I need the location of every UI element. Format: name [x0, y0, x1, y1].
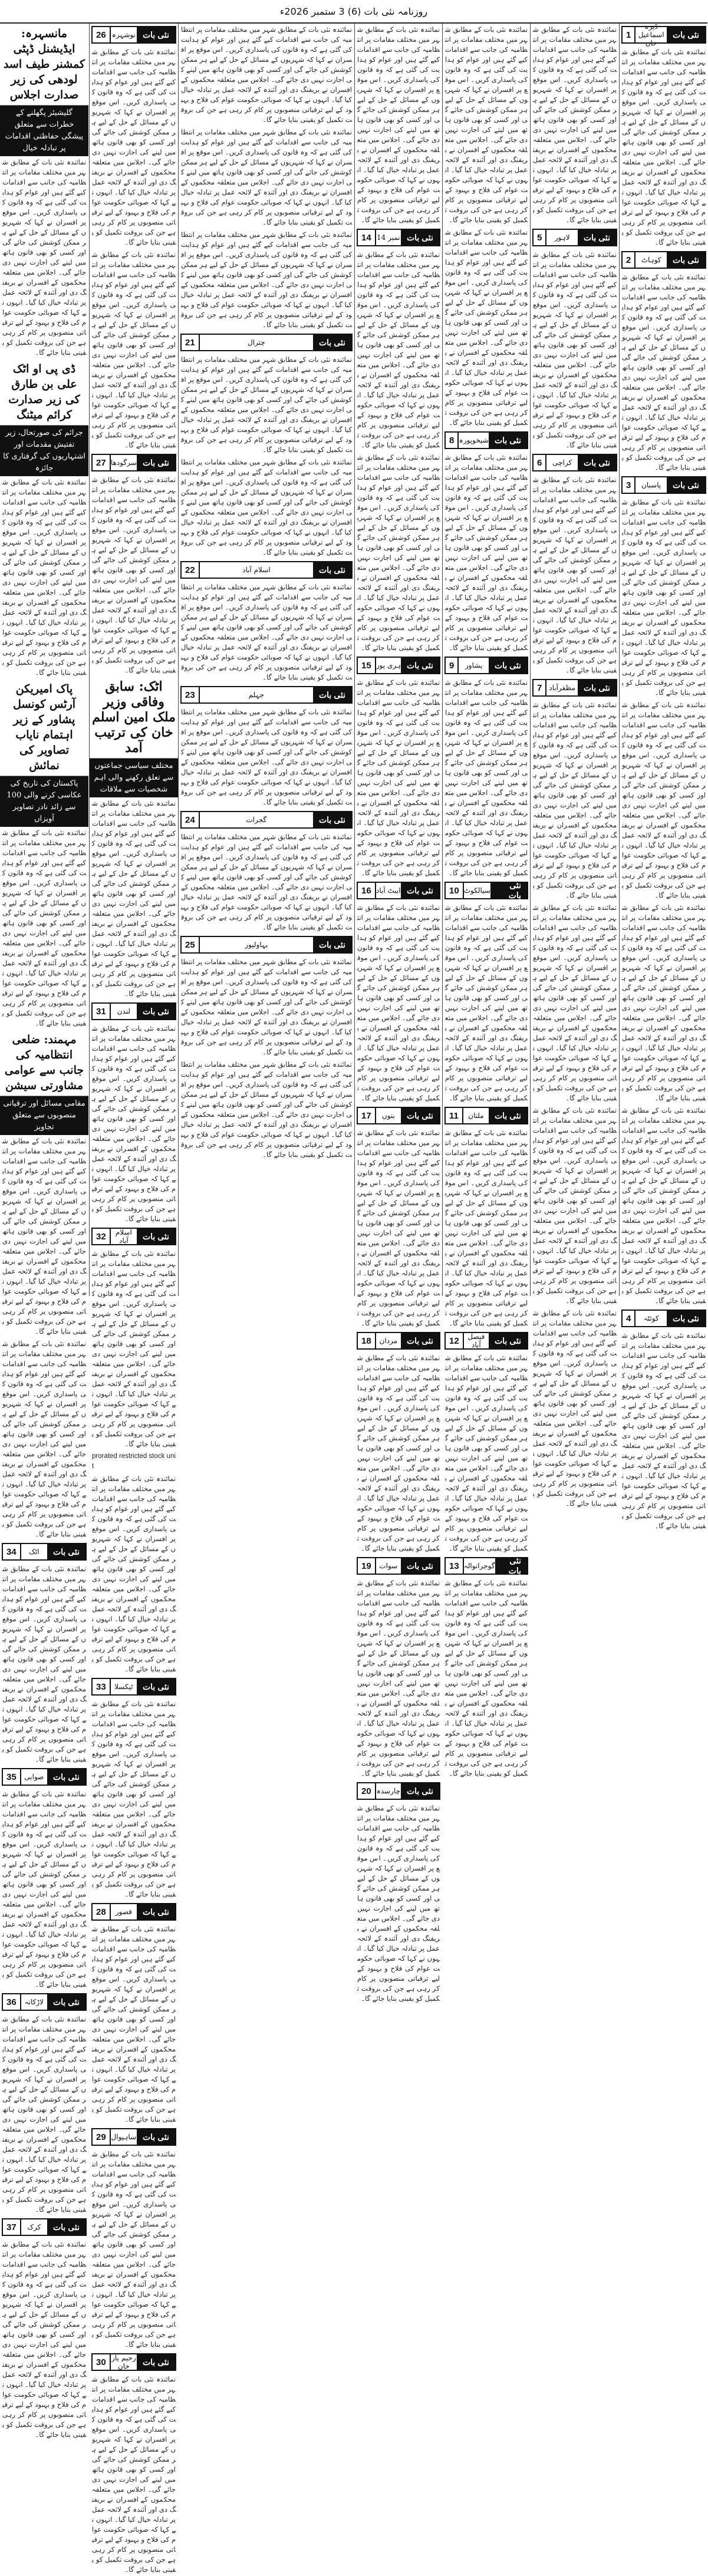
item-number: 13	[446, 1558, 464, 1574]
dateline-place: نوشہرہ	[111, 31, 136, 39]
brand-label: نئی بات	[401, 658, 439, 673]
article-text: نمائندہ نئی بات کے مطابق شہر میں مختلف مقامات پر انتظامیہ کی جانب سے اقدامات کیے گئے ہیں اور عوام کو ہدایت کی گئی ہے کہ وہ قانون کی پاسداری کریں۔ اس موقع پر افسران نے کہا کہ شہریوں کے مسائل کے حل کے لیے ہر ممکن کوشش کی جائے گی اور کسی کو بھی قانون ہاتھ میں لینے کی اجازت نہیں دی جائے گی۔ اجلاس میں متعلقہ محکموں کے افسران نے بریفنگ دی اور آئندہ کے لائحہ عمل پر تبادلہ خیال کیا گیا۔ انہوں نے کہا کہ صوبائی حکومت عوام کی فلاح و بہبود کے لیے ترقیاتی منصوبوں پر کام کر رہی ہے جن کی بروقت تکمیل کو یقینی بنایا جائے گا۔	[621, 48, 706, 246]
news-header	[532, 454, 617, 471]
dateline-place: اسلام آباد	[242, 566, 271, 574]
item-number: 37	[3, 2219, 21, 2235]
item-number: 27	[93, 455, 111, 470]
headline-2-sub: جرائم کی صورتحال، زیر تفتیش مقدمات اور اشتہاریوں کی گرفتاری کا جائزہ	[0, 426, 88, 476]
item-number: 9	[446, 658, 459, 673]
article-text: نمائندہ نئی بات کے مطابق شہر میں مختلف مقامات پر انتظامیہ کی جانب سے اقدامات کیے گئے ہیں اور عوام کو ہدایت کی گئی ہے کہ وہ قانون کی پاسداری کریں۔ اس موقع پر افسران نے کہا کہ شہریوں کے مسائل کے حل کے لیے ہر ممکن کوشش کی جائے گی اور کسی کو بھی قانون ہاتھ میں لینے کی اجازت نہیں دی جائے گی۔ اجلاس میں متعلقہ محکموں کے افسران نے بریفنگ دی اور آئندہ کے لائحہ عمل پر تبادلہ خیال کیا گیا۔ انہوں نے کہا کہ صوبائی حکومت عوام کی فلاح و بہبود کے لیے ترقیاتی منصوبوں پر کام کر رہی ہے جن کی بروقت تکمیل کو یقینی بنایا جائے گا۔	[445, 228, 528, 427]
dateline-place: بہاولپور	[245, 941, 268, 949]
news-header	[91, 2353, 176, 2371]
brand-label: نئی بات	[137, 2354, 175, 2370]
brand-label: نئی بات	[313, 687, 351, 702]
article-text: نمائندہ نئی بات کے مطابق شہر میں مختلف مقامات پر انتظامیہ کی جانب سے اقدامات کیے گئے ہیں اور عوام کو ہدایت کی گئی ہے کہ وہ قانون کی پاسداری کریں۔ اس موقع پر افسران نے کہا کہ شہریوں کے مسائل کے حل کے لیے ہر ممکن کوشش کی جائے گی اور کسی کو بھی قانون ہاتھ میں لینے کی اجازت نہیں دی جائے گی۔ اجلاس میں متعلقہ محکموں کے افسران نے بریفنگ دی اور آئندہ کے لائحہ عمل پر تبادلہ خیال کیا گیا۔ انہوں نے کہا کہ صوبائی حکومت عوام کی فلاح و بہبود کے لیے ترقیاتی منصوبوں پر کام کر رہی ہے جن کی بروقت تکمیل کو یقینی بنایا جائے گا۔	[532, 701, 617, 899]
article-text: نمائندہ نئی بات کے مطابق شہر میں مختلف مقامات پر انتظامیہ کی جانب سے اقدامات کیے گئے ہیں اور عوام کو ہدایت کی گئی ہے کہ وہ قانون کی پاسداری کریں۔ اس موقع پر افسران نے کہا کہ شہریوں کے مسائل کے حل کے لیے ہر ممکن کوشش کی جائے گی اور کسی کو بھی قانون ہاتھ میں لینے کی اجازت نہیں دی جائے گی۔ اجلاس میں متعلقہ محکموں کے افسران نے بریفنگ دی اور آئندہ کے لائحہ عمل پر تبادلہ خیال کیا گیا۔ انہوں نے کہا کہ صوبائی حکومت عوام کی فلاح و بہبود کے لیے ترقیاتی منصوبوں پر کام کر رہی ہے جن کی بروقت تکمیل کو یقینی بنایا جائے گا۔	[2, 1565, 86, 1763]
dateline-place: کوئٹہ	[643, 1314, 659, 1322]
item-number: 3	[623, 477, 635, 493]
news-header	[180, 686, 353, 704]
brand-label: نئی بات	[137, 2129, 175, 2145]
dateline-place: پشاور	[465, 661, 483, 669]
column-1	[619, 22, 708, 1530]
article-text: نمائندہ نئی بات کے مطابق شہر میں مختلف مقامات پر انتظامیہ کی جانب سے اقدامات کیے گئے ہیں اور عوام کو ہدایت کی گئی ہے کہ وہ قانون کی پاسداری کریں۔ اس موقع پر افسران نے کہا کہ شہریوں کے مسائل کے حل کے لیے ہر ممکن کوشش کی جائے گی اور کسی کو بھی قانون ہاتھ میں لینے کی اجازت نہیں دی جائے گی۔ اجلاس میں متعلقہ محکموں کے افسران نے بریفنگ دی اور آئندہ کے لائحہ عمل پر تبادلہ خیال کیا گیا۔ انہوں نے کہا کہ صوبائی حکومت عوام کی فلاح و بہبود کے لیے ترقیاتی منصوبوں پر کام کر رہی ہے جن کی بروقت تکمیل کو یقینی بنایا جائے گا۔	[2, 1340, 86, 1538]
item-number: 14	[358, 230, 376, 245]
dateline-place: گوجرانوالہ	[463, 1562, 495, 1570]
article-text: نمائندہ نئی بات کے مطابق شہر میں مختلف مقامات پر انتظامیہ کی جانب سے اقدامات کیے گئے ہیں اور عوام کو ہدایت کی گئی ہے کہ وہ قانون کی پاسداری کریں۔ اس موقع پر افسران نے کہا کہ شہریوں کے مسائل کے حل کے لیے ہر ممکن کوشش کی جائے گی اور کسی کو بھی قانون ہاتھ میں لینے کی اجازت نہیں دی جائے گی۔ اجلاس میں متعلقہ محکموں کے افسران نے بریفنگ دی اور آئندہ کے لائحہ عمل پر تبادلہ خیال کیا گیا۔ انہوں نے کہا کہ صوبائی حکومت عوام کی فلاح و بہبود کے لیے ترقیاتی منصوبوں پر کام کر رہی ہے جن کی بروقت تکمیل کو یقینی بنایا جائے گا۔	[532, 903, 617, 1102]
item-number: 24	[182, 812, 200, 827]
article-text: نمائندہ نئی بات کے مطابق شہر میں مختلف مقامات پر انتظامیہ کی جانب سے اقدامات کیے گئے ہیں اور عوام کو ہدایت کی گئی ہے کہ وہ قانون کی پاسداری کریں۔ اس موقع پر افسران نے کہا کہ شہریوں کے مسائل کے حل کے لیے ہر ممکن کوشش کی جائے گی اور کسی کو بھی قانون ہاتھ میں لینے کی اجازت نہیں دی جائے گی۔ اجلاس میں متعلقہ محکموں کے افسران نے بریفنگ دی اور آئندہ کے لائحہ عمل پر تبادلہ خیال کیا گیا۔ انہوں نے کہا کہ صوبائی حکومت عوام کی فلاح و بہبود کے لیے ترقیاتی منصوبوں پر کام کر رہی ہے جن کی بروقت تکمیل کو یقینی بنایا جائے گا۔	[532, 1309, 617, 1508]
news-header	[357, 1332, 440, 1350]
article-text: نمائندہ نئی بات کے مطابق شہر میں مختلف مقامات پر انتظامیہ کی جانب سے اقدامات کیے گئے ہیں اور عوام کو ہدایت کی گئی ہے کہ وہ قانون کی پاسداری کریں۔ اس موقع پر افسران نے کہا کہ شہریوں کے مسائل کے حل کے لیے ہر ممکن کوشش کی جائے گی اور کسی کو بھی قانون ہاتھ میں لینے کی اجازت نہیں دی جائے گی۔ اجلاس میں متعلقہ محکموں کے افسران نے بریفنگ دی اور آئندہ کے لائحہ عمل پر تبادلہ خیال کیا گیا۔ انہوں نے کہا کہ صوبائی حکومت عوام کی فلاح و بہبود کے لیے ترقیاتی منصوبوں پر کام کر رہی ہے جن کی بروقت تکمیل کو یقینی بنایا جائے گا۔	[91, 1249, 176, 1448]
item-number: 23	[182, 687, 200, 702]
dateline-place: جہلم	[248, 691, 265, 699]
article-text: نمائندہ نئی بات کے مطابق شہر میں مختلف مقامات پر انتظامیہ کی جانب سے اقدامات کیے گئے ہیں اور عوام کو ہدایت کی گئی ہے کہ وہ قانون کی پاسداری کریں۔ اس موقع پر افسران نے کہا کہ شہریوں کے مسائل کے حل کے لیے ہر ممکن کوشش کی جائے گی اور کسی کو بھی قانون ہاتھ میں لینے کی اجازت نہیں دی جائے گی۔ اجلاس میں متعلقہ محکموں کے افسران نے بریفنگ دی اور آئندہ کے لائحہ عمل پر تبادلہ خیال کیا گیا۔ انہوں نے کہا کہ صوبائی حکومت عوام کی فلاح و بہبود کے لیے ترقیاتی منصوبوں پر کام کر رہی ہے جن کی بروقت تکمیل کو یقینی بنایا جائے گا۔	[357, 678, 440, 877]
dateline-place: سرگودھا	[110, 459, 137, 467]
brand-label: نئی بات	[401, 230, 439, 245]
article-text: نمائندہ نئی بات کے مطابق شہر میں مختلف مقامات پر انتظامیہ کی جانب سے اقدامات کیے گئے ہیں اور عوام کو ہدایت کی گئی ہے کہ وہ قانون کی پاسداری کریں۔ اس موقع پر افسران نے کہا کہ شہریوں کے مسائل کے حل کے لیے ہر ممکن کوشش کی جائے گی اور کسی کو بھی قانون ہاتھ میں لینے کی اجازت نہیں دی جائے گی۔ اجلاس میں متعلقہ محکموں کے افسران نے بریفنگ دی اور آئندہ کے لائحہ عمل پر تبادلہ خیال کیا گیا۔ انہوں نے کہا کہ صوبائی حکومت عوام کی فلاح و بہبود کے لیے ترقیاتی منصوبوں پر کام کر رہی ہے جن کی بروقت تکمیل کو یقینی بنایا جائے گا۔	[532, 1106, 617, 1305]
brand-label: نئی بات	[489, 1333, 527, 1348]
column-4	[354, 24, 442, 2003]
news-header	[180, 936, 353, 954]
article-text: نمائندہ نئی بات کے مطابق شہر میں مختلف مقامات پر انتظامیہ کی جانب سے اقدامات کیے گئے ہیں اور عوام کو ہدایت کی گئی ہے کہ وہ قانون کی پاسداری کریں۔ اس موقع پر افسران نے کہا کہ شہریوں کے مسائل کے حل کے لیے ہر ممکن کوشش کی جائے گی اور کسی کو بھی قانون ہاتھ میں لینے کی اجازت نہیں دی جائے گی۔ اجلاس میں متعلقہ محکموں کے افسران نے بریفنگ دی اور آئندہ کے لائحہ عمل پر تبادلہ خیال کیا گیا۔ انہوں نے کہا کہ صوبائی حکومت عوام کی فلاح و بہبود کے لیے ترقیاتی منصوبوں پر کام کر رہی ہے جن کی بروقت تکمیل کو یقینی بنایا جائے گا۔	[357, 25, 440, 224]
news-header	[91, 1903, 176, 1921]
brand-label: نئی بات	[489, 433, 527, 448]
news-header	[91, 1678, 176, 1696]
brand-label: نئی بات	[667, 252, 705, 268]
article-text: نمائندہ نئی بات کے مطابق شہر میں مختلف مقامات پر انتظامیہ کی جانب سے اقدامات کیے گئے ہیں اور عوام کو ہدایت کی گئی ہے کہ وہ قانون کی پاسداری کریں۔ اس موقع پر افسران نے کہا کہ شہریوں کے مسائل کے حل کے لیے ہر ممکن کوشش کی جائے گی اور کسی کو بھی قانون ہاتھ میں لینے کی اجازت نہیں دی جائے گی۔ اجلاس میں متعلقہ محکموں کے افسران نے بریفنگ دی اور آئندہ کے لائحہ عمل پر تبادلہ خیال کیا گیا۔ انہوں نے کہا کہ صوبائی حکومت عوام کی فلاح و بہبود کے لیے ترقیاتی منصوبوں پر کام کر رہی ہے جن کی بروقت تکمیل کو یقینی بنایا جائے گا۔	[445, 25, 528, 224]
dateline-place: کرک	[27, 2223, 41, 2231]
news-header	[532, 679, 617, 697]
item-number: 7	[534, 680, 546, 695]
article-text: نمائندہ نئی بات کے مطابق شہر میں مختلف مقامات پر انتظامیہ کی جانب سے اقدامات کیے گئے ہیں اور عوام کو ہدایت کی گئی ہے کہ وہ قانون کی پاسداری کریں۔ اس موقع پر افسران نے کہا کہ شہریوں کے مسائل کے حل کے لیے ہر ممکن کوشش کی جائے گی اور کسی کو بھی قانون ہاتھ میں لینے کی اجازت نہیں دی جائے گی۔ اجلاس میں متعلقہ محکموں کے افسران نے بریفنگ دی اور آئندہ کے لائحہ عمل پر تبادلہ خیال کیا گیا۔ انہوں نے کہا کہ صوبائی حکومت عوام کی فلاح و بہبود کے لیے ترقیاتی منصوبوں پر کام کر رہی ہے جن کی بروقت تکمیل کو یقینی بنایا جائے گا۔	[445, 453, 528, 652]
article-text: نمائندہ نئی بات کے مطابق شہر میں مختلف مقامات پر انتظامیہ کی جانب سے اقدامات کیے گئے ہیں اور عوام کو ہدایت کی گئی ہے کہ وہ قانون کی پاسداری کریں۔ اس موقع پر افسران نے کہا کہ شہریوں کے مسائل کے حل کے لیے ہر ممکن کوشش کی جائے گی اور کسی کو بھی قانون ہاتھ میں لینے کی اجازت نہیں دی جائے گی۔ اجلاس میں متعلقہ محکموں کے افسران نے بریفنگ دی اور آئندہ کے لائحہ عمل پر تبادلہ خیال کیا گیا۔ انہوں نے کہا کہ صوبائی حکومت عوام کی فلاح و بہبود کے لیے ترقیاتی منصوبوں پر کام کر رہی ہے جن کی بروقت تکمیل کو یقینی بنایا جائے گا۔	[181, 25, 352, 124]
article-text: نمائندہ نئی بات کے مطابق شہر میں مختلف مقامات پر انتظامیہ کی جانب سے اقدامات کیے گئے ہیں اور عوام کو ہدایت کی گئی ہے کہ وہ قانون کی پاسداری کریں۔ اس موقع پر افسران نے کہا کہ شہریوں کے مسائل کے حل کے لیے ہر ممکن کوشش کی جائے گی اور کسی کو بھی قانون ہاتھ میں لینے کی اجازت نہیں دی جائے گی۔ اجلاس میں متعلقہ محکموں کے افسران نے بریفنگ دی اور آئندہ کے لائحہ عمل پر تبادلہ خیال کیا گیا۔ انہوں نے کہا کہ صوبائی حکومت عوام کی فلاح و بہبود کے لیے ترقیاتی منصوبوں پر کام کر رہی ہے جن کی بروقت تکمیل کو یقینی بنایا جائے گا۔	[91, 799, 176, 998]
news-header	[444, 1332, 528, 1350]
brand-label: نئی بات	[401, 1558, 439, 1574]
article-text: نمائندہ نئی بات کے مطابق شہر میں مختلف مقامات پر انتظامیہ کی جانب سے اقدامات کیے گئے ہیں اور عوام کو ہدایت کی گئی ہے کہ وہ قانون کی پاسداری کریں۔ اس موقع پر افسران نے کہا کہ شہریوں کے مسائل کے حل کے لیے ہر ممکن کوشش کی جائے گی اور کسی کو بھی قانون ہاتھ میں لینے کی اجازت نہیں دی جائے گی۔ اجلاس میں متعلقہ محکموں کے افسران نے بریفنگ دی اور آئندہ کے لائحہ عمل پر تبادلہ خیال کیا گیا۔ انہوں نے کہا کہ صوبائی حکومت عوام کی فلاح و بہبود کے لیے ترقیاتی منصوبوں پر کام کر رہی ہے جن کی بروقت تکمیل کو یقینی بنایا جائے گا۔	[91, 1475, 176, 1673]
news-header	[444, 1107, 528, 1124]
dateline-place: نمبر 14	[377, 233, 400, 242]
article-text: نمائندہ نئی بات کے مطابق شہر میں مختلف مقامات پر انتظامیہ کی جانب سے اقدامات کیے گئے ہیں اور عوام کو ہدایت کی گئی ہے کہ وہ قانون کی پاسداری کریں۔ اس موقع پر افسران نے کہا کہ شہریوں کے مسائل کے حل کے لیے ہر ممکن کوشش کی جائے گی اور کسی کو بھی قانون ہاتھ میں لینے کی اجازت نہیں دی جائے گی۔ اجلاس میں متعلقہ محکموں کے افسران نے بریفنگ دی اور آئندہ کے لائحہ عمل پر تبادلہ خیال کیا گیا۔ انہوں نے کہا کہ صوبائی حکومت عوام کی فلاح و بہبود کے لیے ترقیاتی منصوبوں پر کام کر رہی ہے جن کی بروقت تکمیل کو یقینی بنایا جائے گا۔	[357, 1354, 440, 1552]
article-text: نمائندہ نئی بات کے مطابق شہر میں مختلف مقامات پر انتظامیہ کی جانب سے اقدامات کیے گئے ہیں اور عوام کو ہدایت کی گئی ہے کہ وہ قانون کی پاسداری کریں۔ اس موقع پر افسران نے کہا کہ شہریوں کے مسائل کے حل کے لیے ہر ممکن کوشش کی جائے گی اور کسی کو بھی قانون ہاتھ میں لینے کی اجازت نہیں دی جائے گی۔ اجلاس میں متعلقہ محکموں کے افسران نے بریفنگ دی اور آئندہ کے لائحہ عمل پر تبادلہ خیال کیا گیا۔ انہوں نے کہا کہ صوبائی حکومت عوام کی فلاح و بہبود کے لیے ترقیاتی منصوبوں پر کام کر رہی ہے جن کی بروقت تکمیل کو یقینی بنایا جائے گا۔	[91, 1700, 176, 1898]
brand-label: نئی بات	[313, 562, 351, 578]
news-header	[2, 1993, 87, 2011]
brand-label: نئی بات	[489, 1108, 527, 1123]
brand-label: نئی بات	[667, 477, 705, 493]
item-number: 33	[93, 1679, 111, 1694]
brand-label: نئی بات	[313, 812, 351, 827]
article-text: نمائندہ نئی بات کے مطابق شہر میں مختلف مقامات پر انتظامیہ کی جانب سے اقدامات کیے گئے ہیں اور عوام کو ہدایت کی گئی ہے کہ وہ قانون کی پاسداری کریں۔ اس موقع پر افسران نے کہا کہ شہریوں کے مسائل کے حل کے لیے ہر ممکن کوشش کی جائے گی اور کسی کو بھی قانون ہاتھ میں لینے کی اجازت نہیں دی جائے گی۔ اجلاس میں متعلقہ محکموں کے افسران نے بریفنگ دی اور آئندہ کے لائحہ عمل پر تبادلہ خیال کیا گیا۔ انہوں نے کہا کہ صوبائی حکومت عوام کی فلاح و بہبود کے لیے ترقیاتی منصوبوں پر کام کر رہی ہے جن کی بروقت تکمیل کو یقینی بنایا جائے گا۔	[445, 1129, 528, 1327]
item-number: 8	[446, 433, 459, 448]
brand-label: نئی بات	[137, 1004, 175, 1019]
news-header	[621, 476, 706, 494]
brand-label: نئی بات	[313, 937, 351, 952]
headline-2: ڈی پی او اٹک علی بن طارق کی زیر صدارت کرائم میٹنگ	[0, 359, 88, 426]
column-3	[442, 24, 530, 1777]
brand-label: نئی بات	[489, 658, 527, 673]
article-text: نمائندہ نئی بات کے مطابق شہر میں مختلف مقامات پر انتظامیہ کی جانب سے اقدامات کیے گئے ہیں اور عوام کو ہدایت کی گئی ہے کہ وہ قانون کی پاسداری کریں۔ اس موقع پر افسران نے کہا کہ شہریوں کے مسائل کے حل کے لیے ہر ممکن کوشش کی جائے گی اور کسی کو بھی قانون ہاتھ میں لینے کی اجازت نہیں دی جائے گی۔ اجلاس میں متعلقہ محکموں کے افسران نے بریفنگ دی اور آئندہ کے لائحہ عمل پر تبادلہ خیال کیا گیا۔ انہوں نے کہا کہ صوبائی حکومت عوام کی فلاح و بہبود کے لیے ترقیاتی منصوبوں پر کام کر رہی ہے جن کی بروقت تکمیل کو یقینی بنایا جائے گا۔	[2, 158, 86, 357]
headline-4: مہمند: ضلعی انتظامیہ کی جانب سے عوامی مشاورتی سیشن	[0, 1030, 88, 1096]
brand-label: نئی بات	[137, 455, 175, 470]
brand-label: نئی بات	[667, 27, 705, 42]
item-number: 10	[446, 883, 464, 898]
article-text: نمائندہ نئی بات کے مطابق شہر میں مختلف مقامات پر انتظامیہ کی جانب سے اقدامات کیے گئے ہیں اور عوام کو ہدایت کی گئی ہے کہ وہ قانون کی پاسداری کریں۔ اس موقع پر افسران نے کہا کہ شہریوں کے مسائل کے حل کے لیے ہر ممکن کوشش کی جائے گی اور کسی کو بھی قانون ہاتھ میں لینے کی اجازت نہیں دی جائے گی۔ اجلاس میں متعلقہ محکموں کے افسران نے بریفنگ دی اور آئندہ کے لائحہ عمل پر تبادلہ خیال کیا گیا۔ انہوں نے کہا کہ صوبائی حکومت عوام کی فلاح و بہبود کے لیے ترقیاتی منصوبوں پر کام کر رہی ہے جن کی بروقت تکمیل کو یقینی بنایا جائے گا۔	[621, 1106, 706, 1305]
headline-5-sub: مختلف سیاسی جماعتوں سے تعلق رکھنے والی اہم شخصیات سے ملاقات	[90, 758, 178, 797]
brand-label: نئی بات	[401, 883, 439, 898]
article-text: نمائندہ نئی بات کے مطابق شہر میں مختلف مقامات پر انتظامیہ کی جانب سے اقدامات کیے گئے ہیں اور عوام کو ہدایت کی گئی ہے کہ وہ قانون کی پاسداری کریں۔ اس موقع پر افسران نے کہا کہ شہریوں کے مسائل کے حل کے لیے ہر ممکن کوشش کی جائے گی اور کسی کو بھی قانون ہاتھ میں لینے کی اجازت نہیں دی جائے گی۔ اجلاس میں متعلقہ محکموں کے افسران نے بریفنگ دی اور آئندہ کے لائحہ عمل پر تبادلہ خیال کیا گیا۔ انہوں نے کہا کہ صوبائی حکومت عوام کی فلاح و بہبود کے لیے ترقیاتی منصوبوں پر کام کر رہی ہے جن کی بروقت تکمیل کو یقینی بنایا جائے گا۔	[445, 1579, 528, 1777]
news-header	[444, 431, 528, 449]
brand-label: نئی بات	[578, 455, 616, 470]
item-number: 4	[623, 1311, 635, 1326]
article-text: نمائندہ نئی بات کے مطابق شہر میں مختلف مقامات پر انتظامیہ کی جانب سے اقدامات کیے گئے ہیں اور عوام کو ہدایت کی گئی ہے کہ وہ قانون کی پاسداری کریں۔ اس موقع پر افسران نے کہا کہ شہریوں کے مسائل کے حل کے لیے ہر ممکن کوشش کی جائے گی اور کسی کو بھی قانون ہاتھ میں لینے کی اجازت نہیں دی جائے گی۔ اجلاس میں متعلقہ محکموں کے افسران نے بریفنگ دی اور آئندہ کے لائحہ عمل پر تبادلہ خیال کیا گیا۔ انہوں نے کہا کہ صوبائی حکومت عوام کی فلاح و بہبود کے لیے ترقیاتی منصوبوں پر کام کر رہی ہے جن کی بروقت تکمیل کو یقینی بنایا جائے گا۔	[91, 2375, 176, 2574]
dateline-place: پاسبان	[641, 481, 661, 489]
item-number: 35	[3, 1769, 21, 1785]
article-text: نمائندہ نئی بات کے مطابق شہر میں مختلف مقامات پر انتظامیہ کی جانب سے اقدامات کیے گئے ہیں اور عوام کو ہدایت کی گئی ہے کہ وہ قانون کی پاسداری کریں۔ اس موقع پر افسران نے کہا کہ شہریوں کے مسائل کے حل کے لیے ہر ممکن کوشش کی جائے گی اور کسی کو بھی قانون ہاتھ میں لینے کی اجازت نہیں دی جائے گی۔ اجلاس میں متعلقہ محکموں کے افسران نے بریفنگ دی اور آئندہ کے لائحہ عمل پر تبادلہ خیال کیا گیا۔ انہوں نے کہا کہ صوبائی حکومت عوام کی فلاح و بہبود کے لیے ترقیاتی منصوبوں پر کام کر رہی ہے جن کی بروقت تکمیل کو یقینی بنایا جائے گا۔	[621, 498, 706, 697]
news-header	[91, 26, 176, 44]
article-text: نمائندہ نئی بات کے مطابق شہر میں مختلف مقامات پر انتظامیہ کی جانب سے اقدامات کیے گئے ہیں اور عوام کو ہدایت کی گئی ہے کہ وہ قانون کی پاسداری کریں۔ اس موقع پر افسران نے کہا کہ شہریوں کے مسائل کے حل کے لیے ہر ممکن کوشش کی جائے گی اور کسی کو بھی قانون ہاتھ میں لینے کی اجازت نہیں دی جائے گی۔ اجلاس میں متعلقہ محکموں کے افسران نے بریفنگ دی اور آئندہ کے لائحہ عمل پر تبادلہ خیال کیا گیا۔ انہوں نے کہا کہ صوبائی حکومت عوام کی فلاح و بہبود کے لیے ترقیاتی منصوبوں پر کام کر رہی ہے جن کی بروقت تکمیل کو یقینی بنایا جائے گا۔	[181, 355, 352, 454]
dateline-place: فیصل آباد	[467, 1332, 485, 1349]
article-text: نمائندہ نئی بات کے مطابق شہر میں مختلف مقامات پر انتظامیہ کی جانب سے اقدامات کیے گئے ہیں اور عوام کو ہدایت کی گئی ہے کہ وہ قانون کی پاسداری کریں۔ اس موقع پر افسران نے کہا کہ شہریوں کے مسائل کے حل کے لیے ہر ممکن کوشش کی جائے گی اور کسی کو بھی قانون ہاتھ میں لینے کی اجازت نہیں دی جائے گی۔ اجلاس میں متعلقہ محکموں کے افسران نے بریفنگ دی اور آئندہ کے لائحہ عمل پر تبادلہ خیال کیا گیا۔ انہوں نے کہا کہ صوبائی حکومت عوام کی فلاح و بہبود کے لیے ترقیاتی منصوبوں پر کام کر رہی ہے جن کی بروقت تکمیل کو یقینی بنایا جائے گا۔	[2, 1137, 86, 1335]
item-number: 1	[623, 27, 635, 42]
news-header	[180, 334, 353, 351]
brand-label: نئی بات	[313, 335, 351, 350]
column-2	[530, 24, 619, 1508]
dateline-place: ڈیرہ اسماعیل خان	[638, 22, 664, 47]
dateline-place: لاڑکانہ	[24, 1998, 44, 2006]
item-number: 31	[93, 1004, 111, 1019]
dateline-place: مظفرآباد	[549, 684, 575, 692]
item-number: 21	[182, 335, 200, 350]
dateline-place: ٹیکسلا	[114, 1683, 133, 1691]
news-header	[357, 229, 440, 246]
headline-4-sub: مقامی مسائل اور ترقیاتی منصوبوں سے متعلق تجاویز	[0, 1096, 88, 1135]
item-number: 15	[358, 658, 376, 673]
brand-label: نئی بات	[137, 27, 175, 42]
article-text: نمائندہ نئی بات کے مطابق شہر میں مختلف مقامات پر انتظامیہ کی جانب سے اقدامات کیے گئے ہیں اور عوام کو ہدایت کی گئی ہے کہ وہ قانون کی پاسداری کریں۔ اس موقع پر افسران نے کہا کہ شہریوں کے مسائل کے حل کے لیے ہر ممکن کوشش کی جائے گی اور کسی کو بھی قانون ہاتھ میں لینے کی اجازت نہیں دی جائے گی۔ اجلاس میں متعلقہ محکموں کے افسران نے بریفنگ دی اور آئندہ کے لائحہ عمل پر تبادلہ خیال کیا گیا۔ انہوں نے کہا کہ صوبائی حکومت عوام کی فلاح و بہبود کے لیے ترقیاتی منصوبوں پر کام کر رہی ہے جن کی بروقت تکمیل کو یقینی بنایا جائے گا۔	[357, 1804, 440, 2003]
item-number: 12	[446, 1333, 464, 1348]
article-text: نمائندہ نئی بات کے مطابق شہر میں مختلف مقامات پر انتظامیہ کی جانب سے اقدامات کیے گئے ہیں اور عوام کو ہدایت کی گئی ہے کہ وہ قانون کی پاسداری کریں۔ اس موقع پر افسران نے کہا کہ شہریوں کے مسائل کے حل کے لیے ہر ممکن کوشش کی جائے گی اور کسی کو بھی قانون ہاتھ میں لینے کی اجازت نہیں دی جائے گی۔ اجلاس میں متعلقہ محکموں کے افسران نے بریفنگ دی اور آئندہ کے لائحہ عمل پر تبادلہ خیال کیا گیا۔ انہوں نے کہا کہ صوبائی حکومت عوام کی فلاح و بہبود کے لیے ترقیاتی منصوبوں پر کام کر رہی ہے جن کی بروقت تکمیل کو یقینی بنایا جائے گا۔	[2, 1790, 86, 1988]
dateline-place: ساہیوال	[111, 2133, 137, 2141]
brand-label: نئی بات	[667, 1311, 705, 1326]
dateline-place: اسلام آباد	[115, 1228, 132, 1245]
brand-label: نئی بات	[578, 230, 616, 245]
article-text: نمائندہ نئی بات کے مطابق شہر میں مختلف مقامات پر انتظامیہ کی جانب سے اقدامات کیے گئے ہیں اور عوام کو ہدایت کی گئی ہے کہ وہ قانون کی پاسداری کریں۔ اس موقع پر افسران نے کہا کہ شہریوں کے مسائل کے حل کے لیے ہر ممکن کوشش کی جائے گی اور کسی کو بھی قانون ہاتھ میں لینے کی اجازت نہیں دی جائے گی۔ اجلاس میں متعلقہ محکموں کے افسران نے بریفنگ دی اور آئندہ کے لائحہ عمل پر تبادلہ خیال کیا گیا۔ انہوں نے کہا کہ صوبائی حکومت عوام کی فلاح و بہبود کے لیے ترقیاتی منصوبوں پر کام کر رہی ہے جن کی بروقت تکمیل کو یقینی بنایا جائے گا۔	[91, 1024, 176, 1223]
article-text: نمائندہ نئی بات کے مطابق شہر میں مختلف مقامات پر انتظامیہ کی جانب سے اقدامات کیے گئے ہیں اور عوام کو ہدایت کی گئی ہے کہ وہ قانون کی پاسداری کریں۔ اس موقع پر افسران نے کہا کہ شہریوں کے مسائل کے حل کے لیے ہر ممکن کوشش کی جائے گی اور کسی کو بھی قانون ہاتھ میں لینے کی اجازت نہیں دی جائے گی۔ اجلاس میں متعلقہ محکموں کے افسران نے بریفنگ دی اور آئندہ کے لائحہ عمل پر تبادلہ خیال کیا گیا۔ انہوں نے کہا کہ صوبائی حکومت عوام کی فلاح و بہبود کے لیے ترقیاتی منصوبوں پر کام کر رہی ہے جن کی بروقت تکمیل کو یقینی بنایا جائے گا۔	[621, 701, 706, 899]
brand-label: نئی بات	[401, 1108, 439, 1123]
news-header	[357, 657, 440, 674]
item-number: 20	[358, 1783, 376, 1799]
article-text: نمائندہ نئی بات کے مطابق شہر میں مختلف مقامات پر انتظامیہ کی جانب سے اقدامات کیے گئے ہیں اور عوام کو ہدایت کی گئی ہے کہ وہ قانون کی پاسداری کریں۔ اس موقع پر افسران نے کہا کہ شہریوں کے مسائل کے حل کے لیے ہر ممکن کوشش کی جائے گی اور کسی کو بھی قانون ہاتھ میں لینے کی اجازت نہیں دی جائے گی۔ اجلاس میں متعلقہ محکموں کے افسران نے بریفنگ دی اور آئندہ کے لائحہ عمل پر تبادلہ خیال کیا گیا۔ انہوں نے کہا کہ صوبائی حکومت عوام کی فلاح و بہبود کے لیے ترقیاتی منصوبوں پر کام کر رہی ہے جن کی بروقت تکمیل کو یقینی بنایا جائے گا۔	[181, 708, 352, 806]
article-text: نمائندہ نئی بات کے مطابق شہر میں مختلف مقامات پر انتظامیہ کی جانب سے اقدامات کیے گئے ہیں اور عوام کو ہدایت کی گئی ہے کہ وہ قانون کی پاسداری کریں۔ اس موقع پر افسران نے کہا کہ شہریوں کے مسائل کے حل کے لیے ہر ممکن کوشش کی جائے گی اور کسی کو بھی قانون ہاتھ میں لینے کی اجازت نہیں دی جائے گی۔ اجلاس میں متعلقہ محکموں کے افسران نے بریفنگ دی اور آئندہ کے لائحہ عمل پر تبادلہ خیال کیا گیا۔ انہوں نے کہا کہ صوبائی حکومت عوام کی فلاح و بہبود کے لیے ترقیاتی منصوبوں پر کام کر رہی ہے جن کی بروقت تکمیل کو یقینی بنایا جائے گا۔	[91, 1925, 176, 2123]
brand-label: نئی بات	[47, 1544, 85, 1559]
item-number: 6	[534, 455, 546, 470]
news-header	[91, 2128, 176, 2146]
news-header	[621, 1310, 706, 1327]
news-header	[2, 2218, 87, 2236]
dateline-place: کوہاٹ	[641, 256, 661, 264]
dateline-place: چترال	[247, 338, 265, 347]
brand-label: نئی بات	[137, 1229, 175, 1244]
dateline-place: لندن	[117, 1007, 131, 1015]
article-text: نمائندہ نئی بات کے مطابق شہر میں مختلف مقامات پر انتظامیہ کی جانب سے اقدامات کیے گئے ہیں اور عوام کو ہدایت کی گئی ہے کہ وہ قانون کی پاسداری کریں۔ اس موقع پر افسران نے کہا کہ شہریوں کے مسائل کے حل کے لیے ہر ممکن کوشش کی جائے گی اور کسی کو بھی قانون ہاتھ میں لینے کی اجازت نہیں دی جائے گی۔ اجلاس میں متعلقہ محکموں کے افسران نے بریفنگ دی اور آئندہ کے لائحہ عمل پر تبادلہ خیال کیا گیا۔ انہوں نے کہا کہ صوبائی حکومت عوام کی فلاح و بہبود کے لیے ترقیاتی منصوبوں پر کام کر رہی ہے جن کی بروقت تکمیل کو یقینی بنایا جائے گا۔	[357, 250, 440, 449]
news-header	[2, 1768, 87, 1786]
article-text: نمائندہ نئی بات کے مطابق شہر میں مختلف مقامات پر انتظامیہ کی جانب سے اقدامات کیے گئے ہیں اور عوام کو ہدایت کی گئی ہے کہ وہ قانون کی پاسداری کریں۔ اس موقع پر افسران نے کہا کہ شہریوں کے مسائل کے حل کے لیے ہر ممکن کوشش کی جائے گی اور کسی کو بھی قانون ہاتھ میں لینے کی اجازت نہیں دی جائے گی۔ اجلاس میں متعلقہ محکموں کے افسران نے بریفنگ دی اور آئندہ کے لائحہ عمل پر تبادلہ خیال کیا گیا۔ انہوں نے کہا کہ صوبائی حکومت عوام کی فلاح و بہبود کے لیے ترقیاتی منصوبوں پر کام کر رہی ہے جن کی بروقت تکمیل کو یقینی بنایا جائے گا۔	[357, 1129, 440, 1327]
news-header	[357, 1557, 440, 1575]
dateline-place: چارسدہ	[376, 1787, 400, 1795]
dateline-place: قصور	[115, 1908, 132, 1916]
dateline-place: مردان	[379, 1337, 398, 1345]
brand-label: نئی بات	[137, 1679, 175, 1694]
article-text: نمائندہ نئی بات کے مطابق شہر میں مختلف مقامات پر انتظامیہ کی جانب سے اقدامات کیے گئے ہیں اور عوام کو ہدایت کی گئی ہے کہ وہ قانون کی پاسداری کریں۔ اس موقع پر افسران نے کہا کہ شہریوں کے مسائل کے حل کے لیے ہر ممکن کوشش کی جائے گی اور کسی کو بھی قانون ہاتھ میں لینے کی اجازت نہیں دی جائے گی۔ اجلاس میں متعلقہ محکموں کے افسران نے بریفنگ دی اور آئندہ کے لائحہ عمل پر تبادلہ خیال کیا گیا۔ انہوں نے کہا کہ صوبائی حکومت عوام کی فلاح و بہبود کے لیے ترقیاتی منصوبوں پر کام کر رہی ہے جن کی بروقت تکمیل کو یقینی بنایا جائے گا۔	[181, 958, 352, 1056]
article-text: نمائندہ نئی بات کے مطابق شہر میں مختلف مقامات پر انتظامیہ کی جانب سے اقدامات کیے گئے ہیں اور عوام کو ہدایت کی گئی ہے کہ وہ قانون کی پاسداری کریں۔ اس موقع پر افسران نے کہا کہ شہریوں کے مسائل کے حل کے لیے ہر ممکن کوشش کی جائے گی اور کسی کو بھی قانون ہاتھ میں لینے کی اجازت نہیں دی جائے گی۔ اجلاس میں متعلقہ محکموں کے افسران نے بریفنگ دی اور آئندہ کے لائحہ عمل پر تبادلہ خیال کیا گیا۔ انہوں نے کہا کہ صوبائی حکومت عوام کی فلاح و بہبود کے لیے ترقیاتی منصوبوں پر کام کر رہی ہے جن کی بروقت تکمیل کو یقینی بنایا جائے گا۔	[181, 583, 352, 681]
dateline-place: لاہور	[554, 233, 570, 242]
headline-3-sub: پاکستان کی تاریخ کی عکاسی کرنے والی 100 سے زائد نادر تصاویر آویزاں	[0, 776, 88, 827]
article-text: نمائندہ نئی بات کے مطابق شہر میں مختلف مقامات پر انتظامیہ کی جانب سے اقدامات کیے گئے ہیں اور عوام کو ہدایت کی گئی ہے کہ وہ قانون کی پاسداری کریں۔ اس موقع پر افسران نے کہا کہ شہریوں کے مسائل کے حل کے لیے ہر ممکن کوشش کی جائے گی اور کسی کو بھی قانون ہاتھ میں لینے کی اجازت نہیں دی جائے گی۔ اجلاس میں متعلقہ محکموں کے افسران نے بریفنگ دی اور آئندہ کے لائحہ عمل پر تبادلہ خیال کیا گیا۔ انہوں نے کہا کہ صوبائی حکومت عوام کی فلاح و بہبود کے لیے ترقیاتی منصوبوں پر کام کر رہی ہے جن کی بروقت تکمیل کو یقینی بنایا جائے گا۔	[357, 453, 440, 652]
item-number: 18	[358, 1333, 376, 1348]
article-text: نمائندہ نئی بات کے مطابق شہر میں مختلف مقامات پر انتظامیہ کی جانب سے اقدامات کیے گئے ہیں اور عوام کو ہدایت کی گئی ہے کہ وہ قانون کی پاسداری کریں۔ اس موقع پر افسران نے کہا کہ شہریوں کے مسائل کے حل کے لیے ہر ممکن کوشش کی جائے گی اور کسی کو بھی قانون ہاتھ میں لینے کی اجازت نہیں دی جائے گی۔ اجلاس میں متعلقہ محکموں کے افسران نے بریفنگ دی اور آئندہ کے لائحہ عمل پر تبادلہ خیال کیا گیا۔ انہوں نے کہا کہ صوبائی حکومت عوام کی فلاح و بہبود کے لیے ترقیاتی منصوبوں پر کام کر رہی ہے جن کی بروقت تکمیل کو یقینی بنایا جائے گا۔	[445, 678, 528, 877]
item-number: 11	[446, 1108, 463, 1123]
masthead-title: روزنامہ نئی بات (6) 3 ستمبر 2026ء	[279, 5, 428, 17]
item-number: 30	[93, 2354, 111, 2370]
news-header	[91, 454, 176, 471]
article-text: نمائندہ نئی بات کے مطابق شہر میں مختلف مقامات پر انتظامیہ کی جانب سے اقدامات کیے گئے ہیں اور عوام کو ہدایت کی گئی ہے کہ وہ قانون کی پاسداری کریں۔ اس موقع پر افسران نے کہا کہ شہریوں کے مسائل کے حل کے لیے ہر ممکن کوشش کی جائے گی اور کسی کو بھی قانون ہاتھ میں لینے کی اجازت نہیں دی جائے گی۔ اجلاس میں متعلقہ محکموں کے افسران نے بریفنگ دی اور آئندہ کے لائحہ عمل پر تبادلہ خیال کیا گیا۔ انہوں نے کہا کہ صوبائی حکومت عوام کی فلاح و بہبود کے لیے ترقیاتی منصوبوں پر کام کر رہی ہے جن کی بروقت تکمیل کو یقینی بنایا جائے گا۔	[2, 478, 86, 677]
article-text: نمائندہ نئی بات کے مطابق شہر میں مختلف مقامات پر انتظامیہ کی جانب سے اقدامات کیے گئے ہیں اور عوام کو ہدایت کی گئی ہے کہ وہ قانون کی پاسداری کریں۔ اس موقع پر افسران نے کہا کہ شہریوں کے مسائل کے حل کے لیے ہر ممکن کوشش کی جائے گی اور کسی کو بھی قانون ہاتھ میں لینے کی اجازت نہیں دی جائے گی۔ اجلاس میں متعلقہ محکموں کے افسران نے بریفنگ دی اور آئندہ کے لائحہ عمل پر تبادلہ خیال کیا گیا۔ انہوں نے کہا کہ صوبائی حکومت عوام کی فلاح و بہبود کے لیے ترقیاتی منصوبوں پر کام کر رہی ہے جن کی بروقت تکمیل کو یقینی بنایا جائے گا۔	[357, 1579, 440, 1777]
item-number: 25	[182, 937, 200, 952]
article-text: نمائندہ نئی بات کے مطابق شہر میں مختلف مقامات پر انتظامیہ کی جانب سے اقدامات کیے گئے ہیں اور عوام کو ہدایت کی گئی ہے کہ وہ قانون کی پاسداری کریں۔ اس موقع پر افسران نے کہا کہ شہریوں کے مسائل کے حل کے لیے ہر ممکن کوشش کی جائے گی اور کسی کو بھی قانون ہاتھ میں لینے کی اجازت نہیں دی جائے گی۔ اجلاس میں متعلقہ محکموں کے افسران نے بریفنگ دی اور آئندہ کے لائحہ عمل پر تبادلہ خیال کیا گیا۔ انہوں نے کہا کہ صوبائی حکومت عوام کی فلاح و بہبود کے لیے ترقیاتی منصوبوں پر کام کر رہی ہے جن کی بروقت تکمیل کو یقینی بنایا جائے گا۔	[621, 1331, 706, 1530]
news-header	[180, 561, 353, 579]
news-header	[621, 22, 706, 47]
dateline-place: گجرات	[246, 816, 267, 824]
news-header	[180, 811, 353, 829]
article-text: نمائندہ نئی بات کے مطابق شہر میں مختلف مقامات پر انتظامیہ کی جانب سے اقدامات کیے گئے ہیں اور عوام کو ہدایت کی گئی ہے کہ وہ قانون کی پاسداری کریں۔ اس موقع پر افسران نے کہا کہ شہریوں کے مسائل کے حل کے لیے ہر ممکن کوشش کی جائے گی اور کسی کو بھی قانون ہاتھ میں لینے کی اجازت نہیں دی جائے گی۔ اجلاس میں متعلقہ محکموں کے افسران نے بریفنگ دی اور آئندہ کے لائحہ عمل پر تبادلہ خیال کیا گیا۔ انہوں نے کہا کہ صوبائی حکومت عوام کی فلاح و بہبود کے لیے ترقیاتی منصوبوں پر کام کر رہی ہے جن کی بروقت تکمیل کو یقینی بنایا جائے گا۔	[2, 2240, 86, 2439]
news-header	[91, 1002, 176, 1020]
brand-label: نئی بات	[495, 1558, 527, 1574]
brand-label: نئی بات	[578, 680, 616, 695]
article-text: نمائندہ نئی بات کے مطابق شہر میں مختلف مقامات پر انتظامیہ کی جانب سے اقدامات کیے گئے ہیں اور عوام کو ہدایت کی گئی ہے کہ وہ قانون کی پاسداری کریں۔ اس موقع پر افسران نے کہا کہ شہریوں کے مسائل کے حل کے لیے ہر ممکن کوشش کی جائے گی اور کسی کو بھی قانون ہاتھ میں لینے کی اجازت نہیں دی جائے گی۔ اجلاس میں متعلقہ محکموں کے افسران نے بریفنگ دی اور آئندہ کے لائحہ عمل پر تبادلہ خیال کیا گیا۔ انہوں نے کہا کہ صوبائی حکومت عوام کی فلاح و بہبود کے لیے ترقیاتی منصوبوں پر کام کر رہی ہے جن کی بروقت تکمیل کو یقینی بنایا جائے گا۔	[91, 2150, 176, 2349]
article-text: نمائندہ نئی بات کے مطابق شہر میں مختلف مقامات پر انتظامیہ کی جانب سے اقدامات کیے گئے ہیں اور عوام کو ہدایت کی گئی ہے کہ وہ قانون کی پاسداری کریں۔ اس موقع پر افسران نے کہا کہ شہریوں کے مسائل کے حل کے لیے ہر ممکن کوشش کی جائے گی اور کسی کو بھی قانون ہاتھ میں لینے کی اجازت نہیں دی جائے گی۔ اجلاس میں متعلقہ محکموں کے افسران نے بریفنگ دی اور آئندہ کے لائحہ عمل پر تبادلہ خیال کیا گیا۔ انہوں نے کہا کہ صوبائی حکومت عوام کی فلاح و بہبود کے لیے ترقیاتی منصوبوں پر کام کر رہی ہے جن کی بروقت تکمیل کو یقینی بنایا جائے گا۔	[91, 48, 176, 246]
dateline-place: کراچی	[552, 459, 572, 467]
item-number: 2	[623, 252, 635, 268]
article-text: نمائندہ نئی بات کے مطابق شہر میں مختلف مقامات پر انتظامیہ کی جانب سے اقدامات کیے گئے ہیں اور عوام کو ہدایت کی گئی ہے کہ وہ قانون کی پاسداری کریں۔ اس موقع پر افسران نے کہا کہ شہریوں کے مسائل کے حل کے لیے ہر ممکن کوشش کی جائے گی اور کسی کو بھی قانون ہاتھ میں لینے کی اجازت نہیں دی جائے گی۔ اجلاس میں متعلقہ محکموں کے افسران نے بریفنگ دی اور آئندہ کے لائحہ عمل پر تبادلہ خیال کیا گیا۔ انہوں نے کہا کہ صوبائی حکومت عوام کی فلاح و بہبود کے لیے ترقیاتی منصوبوں پر کام کر رہی ہے جن کی بروقت تکمیل کو یقینی بنایا جائے گا۔	[181, 458, 352, 556]
brand-label: نئی بات	[401, 1783, 439, 1799]
brand-label: نئی بات	[490, 883, 527, 898]
column-6	[89, 24, 178, 2574]
article-text: نمائندہ نئی بات کے مطابق شہر میں مختلف مقامات پر انتظامیہ کی جانب سے اقدامات کیے گئے ہیں اور عوام کو ہدایت کی گئی ہے کہ وہ قانون کی پاسداری کریں۔ اس موقع پر افسران نے کہا کہ شہریوں کے مسائل کے حل کے لیے ہر ممکن کوشش کی جائے گی اور کسی کو بھی قانون ہاتھ میں لینے کی اجازت نہیں دی جائے گی۔ اجلاس میں متعلقہ محکموں کے افسران نے بریفنگ دی اور آئندہ کے لائحہ عمل پر تبادلہ خیال کیا گیا۔ انہوں نے کہا کہ صوبائی حکومت عوام کی فلاح و بہبود کے لیے ترقیاتی منصوبوں پر کام کر رہی ہے جن کی بروقت تکمیل کو یقینی بنایا جائے گا۔	[621, 903, 706, 1102]
brand-label: نئی بات	[47, 1769, 85, 1785]
item-number: 22	[182, 562, 200, 578]
news-header	[444, 657, 528, 674]
dateline-place: اٹک	[29, 1548, 39, 1556]
column-7	[0, 24, 88, 2439]
article-text: نمائندہ نئی بات کے مطابق شہر میں مختلف مقامات پر انتظامیہ کی جانب سے اقدامات کیے گئے ہیں اور عوام کو ہدایت کی گئی ہے کہ وہ قانون کی پاسداری کریں۔ اس موقع پر افسران نے کہا کہ شہریوں کے مسائل کے حل کے لیے ہر ممکن کوشش کی جائے گی اور کسی کو بھی قانون ہاتھ میں لینے کی اجازت نہیں دی جائے گی۔ اجلاس میں متعلقہ محکموں کے افسران نے بریفنگ دی اور آئندہ کے لائحہ عمل پر تبادلہ خیال کیا گیا۔ انہوں نے کہا کہ صوبائی حکومت عوام کی فلاح و بہبود کے لیے ترقیاتی منصوبوں پر کام کر رہی ہے جن کی بروقت تکمیل کو یقینی بنایا جائے گا۔	[445, 903, 528, 1102]
item-number: 5	[534, 230, 546, 245]
dateline-place: سیالکوٹ	[463, 886, 490, 895]
item-number: 32	[93, 1229, 111, 1244]
dateline-place: رحیم یار خان	[111, 2354, 136, 2370]
news-header	[357, 1107, 440, 1124]
dateline-place: ملتان	[468, 1111, 484, 1120]
article-text: نمائندہ نئی بات کے مطابق شہر میں مختلف مقامات پر انتظامیہ کی جانب سے اقدامات کیے گئے ہیں اور عوام کو ہدایت کی گئی ہے کہ وہ قانون کی پاسداری کریں۔ اس موقع پر افسران نے کہا کہ شہریوں کے مسائل کے حل کے لیے ہر ممکن کوشش کی جائے گی اور کسی کو بھی قانون ہاتھ میں لینے کی اجازت نہیں دی جائے گی۔ اجلاس میں متعلقہ محکموں کے افسران نے بریفنگ دی اور آئندہ کے لائحہ عمل پر تبادلہ خیال کیا گیا۔ انہوں نے کہا کہ صوبائی حکومت عوام کی فلاح و بہبود کے لیے ترقیاتی منصوبوں پر کام کر رہی ہے جن کی بروقت تکمیل کو یقینی بنایا جائے گا۔	[2, 2015, 86, 2214]
article-text: نمائندہ نئی بات کے مطابق شہر میں مختلف مقامات پر انتظامیہ کی جانب سے اقدامات کیے گئے ہیں اور عوام کو ہدایت کی گئی ہے کہ وہ قانون کی پاسداری کریں۔ اس موقع پر افسران نے کہا کہ شہریوں کے مسائل کے حل کے لیے ہر ممکن کوشش کی جائے گی اور کسی کو بھی قانون ہاتھ میں لینے کی اجازت نہیں دی جائے گی۔ اجلاس میں متعلقہ محکموں کے افسران نے بریفنگ دی اور آئندہ کے لائحہ عمل پر تبادلہ خیال کیا گیا۔ انہوں نے کہا کہ صوبائی حکومت عوام کی فلاح و بہبود کے لیے ترقیاتی منصوبوں پر کام کر رہی ہے جن کی بروقت تکمیل کو یقینی بنایا جائے گا۔	[181, 128, 352, 226]
dateline-place: صوابی	[24, 1773, 44, 1781]
dateline-place: سوات	[379, 1562, 398, 1570]
news-header	[357, 1782, 440, 1800]
brand-label: نئی بات	[401, 1333, 439, 1348]
columns	[0, 22, 707, 2574]
item-number: 26	[93, 27, 111, 42]
headline-5: اٹک: سابق وفاقی وزیر ملک امین اسلم خان کی ترتیب آمد	[90, 677, 178, 758]
news-header	[91, 1228, 176, 1245]
article-text: نمائندہ نئی بات کے مطابق شہر میں مختلف مقامات پر انتظامیہ کی جانب سے اقدامات کیے گئے ہیں اور عوام کو ہدایت کی گئی ہے کہ وہ قانون کی پاسداری کریں۔ اس موقع پر افسران نے کہا کہ شہریوں کے مسائل کے حل کے لیے ہر ممکن کوشش کی جائے گی اور کسی کو بھی قانون ہاتھ میں لینے کی اجازت نہیں دی جائے گی۔ اجلاس میں متعلقہ محکموں کے افسران نے بریفنگ دی اور آئندہ کے لائحہ عمل پر تبادلہ خیال کیا گیا۔ انہوں نے کہا کہ صوبائی حکومت عوام کی فلاح و بہبود کے لیے ترقیاتی منصوبوں پر کام کر رہی ہے جن کی بروقت تکمیل کو یقینی بنایا جائے گا۔	[357, 903, 440, 1102]
inline-english-text: prorated restricted stock unit	[92, 1453, 176, 1470]
article-text: نمائندہ نئی بات کے مطابق شہر میں مختلف مقامات پر انتظامیہ کی جانب سے اقدامات کیے گئے ہیں اور عوام کو ہدایت کی گئی ہے کہ وہ قانون کی پاسداری کریں۔ اس موقع پر افسران نے کہا کہ شہریوں کے مسائل کے حل کے لیے ہر ممکن کوشش کی جائے گی اور کسی کو بھی قانون ہاتھ میں لینے کی اجازت نہیں دی جائے گی۔ اجلاس میں متعلقہ محکموں کے افسران نے بریفنگ دی اور آئندہ کے لائحہ عمل پر تبادلہ خیال کیا گیا۔ انہوں نے کہا کہ صوبائی حکومت عوام کی فلاح و بہبود کے لیے ترقیاتی منصوبوں پر کام کر رہی ہے جن کی بروقت تکمیل کو یقینی بنایا جائے گا۔	[181, 1060, 352, 1159]
item-number: 36	[3, 1994, 21, 2010]
article-text: نمائندہ نئی بات کے مطابق شہر میں مختلف مقامات پر انتظامیہ کی جانب سے اقدامات کیے گئے ہیں اور عوام کو ہدایت کی گئی ہے کہ وہ قانون کی پاسداری کریں۔ اس موقع پر افسران نے کہا کہ شہریوں کے مسائل کے حل کے لیے ہر ممکن کوشش کی جائے گی اور کسی کو بھی قانون ہاتھ میں لینے کی اجازت نہیں دی جائے گی۔ اجلاس میں متعلقہ محکموں کے افسران نے بریفنگ دی اور آئندہ کے لائحہ عمل پر تبادلہ خیال کیا گیا۔ انہوں نے کہا کہ صوبائی حکومت عوام کی فلاح و بہبود کے لیے ترقیاتی منصوبوں پر کام کر رہی ہے جن کی بروقت تکمیل کو یقینی بنایا جائے گا۔	[532, 25, 617, 224]
dateline-place: ہری پور	[376, 661, 401, 669]
brand-label: نئی بات	[47, 1994, 85, 2010]
article-text: نمائندہ نئی بات کے مطابق شہر میں مختلف مقامات پر انتظامیہ کی جانب سے اقدامات کیے گئے ہیں اور عوام کو ہدایت کی گئی ہے کہ وہ قانون کی پاسداری کریں۔ اس موقع پر افسران نے کہا کہ شہریوں کے مسائل کے حل کے لیے ہر ممکن کوشش کی جائے گی اور کسی کو بھی قانون ہاتھ میں لینے کی اجازت نہیں دی جائے گی۔ اجلاس میں متعلقہ محکموں کے افسران نے بریفنگ دی اور آئندہ کے لائحہ عمل پر تبادلہ خیال کیا گیا۔ انہوں نے کہا کہ صوبائی حکومت عوام کی فلاح و بہبود کے لیے ترقیاتی منصوبوں پر کام کر رہی ہے جن کی بروقت تکمیل کو یقینی بنایا جائے گا۔	[445, 1354, 528, 1552]
article-text: نمائندہ نئی بات کے مطابق شہر میں مختلف مقامات پر انتظامیہ کی جانب سے اقدامات کیے گئے ہیں اور عوام کو ہدایت کی گئی ہے کہ وہ قانون کی پاسداری کریں۔ اس موقع پر افسران نے کہا کہ شہریوں کے مسائل کے حل کے لیے ہر ممکن کوشش کی جائے گی اور کسی کو بھی قانون ہاتھ میں لینے کی اجازت نہیں دی جائے گی۔ اجلاس میں متعلقہ محکموں کے افسران نے بریفنگ دی اور آئندہ کے لائحہ عمل پر تبادلہ خیال کیا گیا۔ انہوں نے کہا کہ صوبائی حکومت عوام کی فلاح و بہبود کے لیے ترقیاتی منصوبوں پر کام کر رہی ہے جن کی بروقت تکمیل کو یقینی بنایا جائے گا۔	[181, 833, 352, 931]
column-5	[178, 24, 354, 1296]
article-text: نمائندہ نئی بات کے مطابق شہر میں مختلف مقامات پر انتظامیہ کی جانب سے اقدامات کیے گئے ہیں اور عوام کو ہدایت کی گئی ہے کہ وہ قانون کی پاسداری کریں۔ اس موقع پر افسران نے کہا کہ شہریوں کے مسائل کے حل کے لیے ہر ممکن کوشش کی جائے گی اور کسی کو بھی قانون ہاتھ میں لینے کی اجازت نہیں دی جائے گی۔ اجلاس میں متعلقہ محکموں کے افسران نے بریفنگ دی اور آئندہ کے لائحہ عمل پر تبادلہ خیال کیا گیا۔ انہوں نے کہا کہ صوبائی حکومت عوام کی فلاح و بہبود کے لیے ترقیاتی منصوبوں پر کام کر رہی ہے جن کی بروقت تکمیل کو یقینی بنایا جائے گا۔	[621, 273, 706, 471]
article-text: نمائندہ نئی بات کے مطابق شہر میں مختلف مقامات پر انتظامیہ کی جانب سے اقدامات کیے گئے ہیں اور عوام کو ہدایت کی گئی ہے کہ وہ قانون کی پاسداری کریں۔ اس موقع پر افسران نے کہا کہ شہریوں کے مسائل کے حل کے لیے ہر ممکن کوشش کی جائے گی اور کسی کو بھی قانون ہاتھ میں لینے کی اجازت نہیں دی جائے گی۔ اجلاس میں متعلقہ محکموں کے افسران نے بریفنگ دی اور آئندہ کے لائحہ عمل پر تبادلہ خیال کیا گیا۔ انہوں نے کہا کہ صوبائی حکومت عوام کی فلاح و بہبود کے لیے ترقیاتی منصوبوں پر کام کر رہی ہے جن کی بروقت تکمیل کو یقینی بنایا جائے گا۔	[532, 476, 617, 674]
dateline-place: ایبٹ آباد	[376, 886, 401, 895]
dateline-place: شیخوپورہ	[459, 436, 489, 444]
headline-3: پاک امیریکن آرٹس کونسل پشاور کے زیر اہتمام نایاب تصاویر کی نمائش	[0, 679, 88, 776]
item-number: 34	[3, 1544, 21, 1559]
article-text: نمائندہ نئی بات کے مطابق شہر میں مختلف مقامات پر انتظامیہ کی جانب سے اقدامات کیے گئے ہیں اور عوام کو ہدایت کی گئی ہے کہ وہ قانون کی پاسداری کریں۔ اس موقع پر افسران نے کہا کہ شہریوں کے مسائل کے حل کے لیے ہر ممکن کوشش کی جائے گی اور کسی کو بھی قانون ہاتھ میں لینے کی اجازت نہیں دی جائے گی۔ اجلاس میں متعلقہ محکموں کے افسران نے بریفنگ دی اور آئندہ کے لائحہ عمل پر تبادلہ خیال کیا گیا۔ انہوں نے کہا کہ صوبائی حکومت عوام کی فلاح و بہبود کے لیے ترقیاتی منصوبوں پر کام کر رہی ہے جن کی بروقت تکمیل کو یقینی بنایا جائے گا۔	[181, 230, 352, 329]
article-text: نمائندہ نئی بات کے مطابق شہر میں مختلف مقامات پر انتظامیہ کی جانب سے اقدامات کیے گئے ہیں اور عوام کو ہدایت کی گئی ہے کہ وہ قانون کی پاسداری کریں۔ اس موقع پر افسران نے کہا کہ شہریوں کے مسائل کے حل کے لیے ہر ممکن کوشش کی جائے گی اور کسی کو بھی قانون ہاتھ میں لینے کی اجازت نہیں دی جائے گی۔ اجلاس میں متعلقہ محکموں کے افسران نے بریفنگ دی اور آئندہ کے لائحہ عمل پر تبادلہ خیال کیا گیا۔ انہوں نے کہا کہ صوبائی حکومت عوام کی فلاح و بہبود کے لیے ترقیاتی منصوبوں پر کام کر رہی ہے جن کی بروقت تکمیل کو یقینی بنایا جائے گا۔	[532, 250, 617, 449]
news-header	[2, 1543, 87, 1561]
item-number: 16	[358, 883, 376, 898]
news-header	[444, 882, 528, 899]
item-number: 19	[358, 1558, 376, 1574]
item-number: 17	[358, 1108, 376, 1123]
headline-1: مانسہرہ: ایڈیشنل ڈپٹی کمشنر طیف اسد لودھی کی زیر صدارت اجلاس	[0, 24, 88, 105]
item-number: 28	[93, 1904, 111, 1919]
news-header	[532, 229, 617, 246]
article-text: نمائندہ نئی بات کے مطابق شہر میں مختلف مقامات پر انتظامیہ کی جانب سے اقدامات کیے گئے ہیں اور عوام کو ہدایت کی گئی ہے کہ وہ قانون کی پاسداری کریں۔ اس موقع پر افسران نے کہا کہ شہریوں کے مسائل کے حل کے لیے ہر ممکن کوشش کی جائے گی اور کسی کو بھی قانون ہاتھ میں لینے کی اجازت نہیں دی جائے گی۔ اجلاس میں متعلقہ محکموں کے افسران نے بریفنگ دی اور آئندہ کے لائحہ عمل پر تبادلہ خیال کیا گیا۔ انہوں نے کہا کہ صوبائی حکومت عوام کی فلاح و بہبود کے لیے ترقیاتی منصوبوں پر کام کر رہی ہے جن کی بروقت تکمیل کو یقینی بنایا جائے گا۔	[91, 250, 176, 449]
article-text: نمائندہ نئی بات کے مطابق شہر میں مختلف مقامات پر انتظامیہ کی جانب سے اقدامات کیے گئے ہیں اور عوام کو ہدایت کی گئی ہے کہ وہ قانون کی پاسداری کریں۔ اس موقع پر افسران نے کہا کہ شہریوں کے مسائل کے حل کے لیے ہر ممکن کوشش کی جائے گی اور کسی کو بھی قانون ہاتھ میں لینے کی اجازت نہیں دی جائے گی۔ اجلاس میں متعلقہ محکموں کے افسران نے بریفنگ دی اور آئندہ کے لائحہ عمل پر تبادلہ خیال کیا گیا۔ انہوں نے کہا کہ صوبائی حکومت عوام کی فلاح و بہبود کے لیے ترقیاتی منصوبوں پر کام کر رہی ہے جن کی بروقت تکمیل کو یقینی بنایا جائے گا۔	[91, 476, 176, 674]
masthead	[0, 0, 707, 24]
news-header	[621, 251, 706, 269]
headline-1-sub: گلیشیئر پگھلنے کے خطرات سے متعلق پیشگی حفاظتی اقدامات پر تبادلہ خیال	[0, 105, 88, 156]
brand-label: نئی بات	[47, 2219, 85, 2235]
news-header	[444, 1557, 528, 1575]
dateline-place: بنوں	[381, 1111, 395, 1120]
item-number: 29	[93, 2129, 111, 2145]
article-text: نمائندہ نئی بات کے مطابق شہر میں مختلف مقامات پر انتظامیہ کی جانب سے اقدامات کیے گئے ہیں اور عوام کو ہدایت کی گئی ہے کہ وہ قانون کی پاسداری کریں۔ اس موقع پر افسران نے کہا کہ شہریوں کے مسائل کے حل کے لیے ہر ممکن کوشش کی جائے گی اور کسی کو بھی قانون ہاتھ میں لینے کی اجازت نہیں دی جائے گی۔ اجلاس میں متعلقہ محکموں کے افسران نے بریفنگ دی اور آئندہ کے لائحہ عمل پر تبادلہ خیال کیا گیا۔ انہوں نے کہا کہ صوبائی حکومت عوام کی فلاح و بہبود کے لیے ترقیاتی منصوبوں پر کام کر رہی ہے جن کی بروقت تکمیل کو یقینی بنایا جائے گا۔	[2, 829, 86, 1027]
brand-label: نئی بات	[137, 1904, 175, 1919]
news-header	[357, 882, 440, 899]
